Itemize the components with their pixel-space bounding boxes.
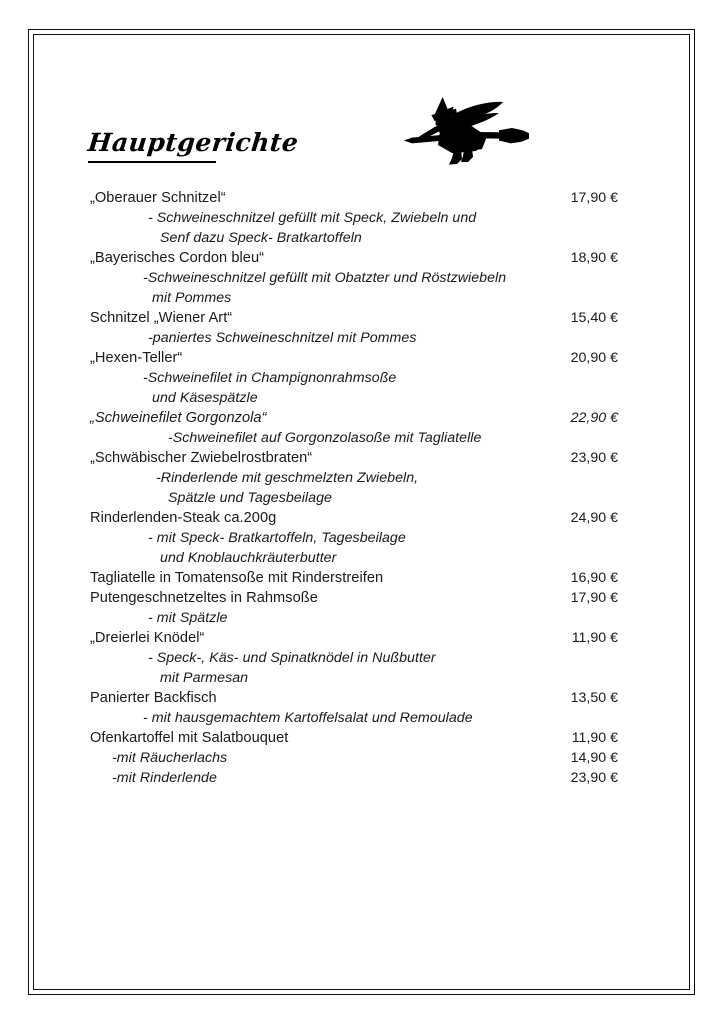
- menu-item-row: [0, 508, 724, 528]
- menu-item-description: und Knoblauchkräuterbutter: [160, 550, 337, 566]
- menu-item-row: [0, 248, 724, 268]
- menu-item-description-row: [0, 388, 724, 408]
- menu-item-price: 24,90 €: [570, 510, 618, 526]
- menu-items-list: [0, 188, 724, 788]
- menu-item-description-row: [0, 288, 724, 308]
- menu-item-description: - Speck-, Käs- und Spinatknödel in Nußbutter: [148, 650, 436, 666]
- menu-item-description: Senf dazu Speck- Bratkartoffeln: [160, 230, 362, 246]
- menu-item-description: -mit Räucherlachs: [112, 750, 228, 766]
- menu-item-price: 11,90 €: [571, 730, 618, 746]
- menu-item-description-row: [0, 668, 724, 688]
- menu-item-description: -Schweinefilet in Champignonrahmsoße: [143, 370, 397, 386]
- menu-item-row: [0, 728, 724, 748]
- menu-item-description-row: [0, 608, 724, 628]
- menu-item-price: 13,50 €: [570, 690, 618, 706]
- menu-item-price: 17,90 €: [570, 590, 618, 606]
- menu-item-price: 11,90 €: [571, 630, 618, 646]
- menu-item-row: [0, 188, 724, 208]
- menu-item-name: Rinderlenden-Steak ca.200g: [90, 510, 277, 526]
- menu-item-description: Spätzle und Tagesbeilage: [168, 490, 332, 506]
- menu-item-name: Tagliatelle in Tomatensoße mit Rinderstreifen: [90, 570, 384, 586]
- menu-item-description-row: [0, 228, 724, 248]
- menu-item-description: - mit Speck- Bratkartoffeln, Tagesbeilage: [148, 530, 406, 546]
- menu-item-description: mit Parmesan: [160, 670, 249, 686]
- menu-item-description-row: [0, 328, 724, 348]
- menu-item-row: [0, 308, 724, 328]
- menu-item-name: Putengeschnetzeltes in Rahmsoße: [90, 590, 318, 606]
- menu-item-row: [0, 348, 724, 368]
- menu-item-row: [0, 688, 724, 708]
- menu-item-description: -mit Rinderlende: [112, 770, 217, 786]
- witch-on-broomstick-icon: [404, 93, 530, 165]
- menu-item-name: „Dreierlei Knödel“: [90, 630, 205, 646]
- menu-item-price: 20,90 €: [570, 350, 618, 366]
- menu-item-row: [0, 588, 724, 608]
- menu-item-name: „Hexen-Teller“: [90, 350, 183, 366]
- menu-item-name: „Schweinefilet Gorgonzola“: [90, 410, 267, 426]
- menu-item-description: - mit Spätzle: [148, 610, 228, 626]
- page-title: Hauptgerichte: [86, 128, 300, 157]
- menu-item-price: 16,90 €: [570, 570, 618, 586]
- menu-item-row: [0, 628, 724, 648]
- menu-item-name: „Oberauer Schnitzel“: [90, 190, 226, 206]
- menu-item-price: 23,90 €: [570, 770, 618, 786]
- menu-item-row: [0, 408, 724, 428]
- menu-item-description-row: [0, 708, 724, 728]
- menu-item-description-row: [0, 368, 724, 388]
- menu-item-name: Ofenkartoffel mit Salatbouquet: [90, 730, 289, 746]
- page-title-underline: [88, 161, 216, 163]
- menu-item-price: 14,90 €: [570, 750, 618, 766]
- menu-item-description: -Schweineschnitzel gefüllt mit Obatzter und Röstzwiebeln: [143, 270, 507, 286]
- menu-item-description-row: [0, 768, 724, 788]
- menu-item-price: 23,90 €: [570, 450, 618, 466]
- menu-item-description: -Rinderlende mit geschmelzten Zwiebeln,: [156, 470, 419, 486]
- menu-item-price: 22,90 €: [570, 410, 618, 426]
- menu-item-description: mit Pommes: [152, 290, 232, 306]
- menu-item-description-row: [0, 468, 724, 488]
- menu-item-description: -Schweinefilet auf Gorgonzolasoße mit Tagliatelle: [168, 430, 482, 446]
- menu-item-description: und Käsespätzle: [152, 390, 258, 406]
- menu-item-name: „Schwäbischer Zwiebelrostbraten“: [90, 450, 313, 466]
- menu-item-name: Panierter Backfisch: [90, 690, 217, 706]
- menu-header: [0, 75, 724, 180]
- menu-item-description-row: [0, 268, 724, 288]
- menu-item-description-row: [0, 428, 724, 448]
- menu-item-row: [0, 448, 724, 468]
- menu-item-price: 18,90 €: [570, 250, 618, 266]
- menu-item-price: 17,90 €: [570, 190, 618, 206]
- menu-item-description-row: [0, 528, 724, 548]
- menu-item-row: [0, 568, 724, 588]
- menu-item-name: „Bayerisches Cordon bleu“: [90, 250, 265, 266]
- menu-item-name: Schnitzel „Wiener Art“: [90, 310, 233, 326]
- menu-item-description: - Schweineschnitzel gefüllt mit Speck, Zwiebeln und: [148, 210, 477, 226]
- menu-item-description: - mit hausgemachtem Kartoffelsalat und Remoulade: [143, 710, 473, 726]
- menu-item-description-row: [0, 648, 724, 668]
- menu-item-description: -paniertes Schweineschnitzel mit Pommes: [148, 330, 417, 346]
- menu-item-price: 15,40 €: [570, 310, 618, 326]
- menu-item-description-row: [0, 488, 724, 508]
- menu-item-description-row: [0, 748, 724, 768]
- menu-item-description-row: [0, 548, 724, 568]
- menu-item-description-row: [0, 208, 724, 228]
